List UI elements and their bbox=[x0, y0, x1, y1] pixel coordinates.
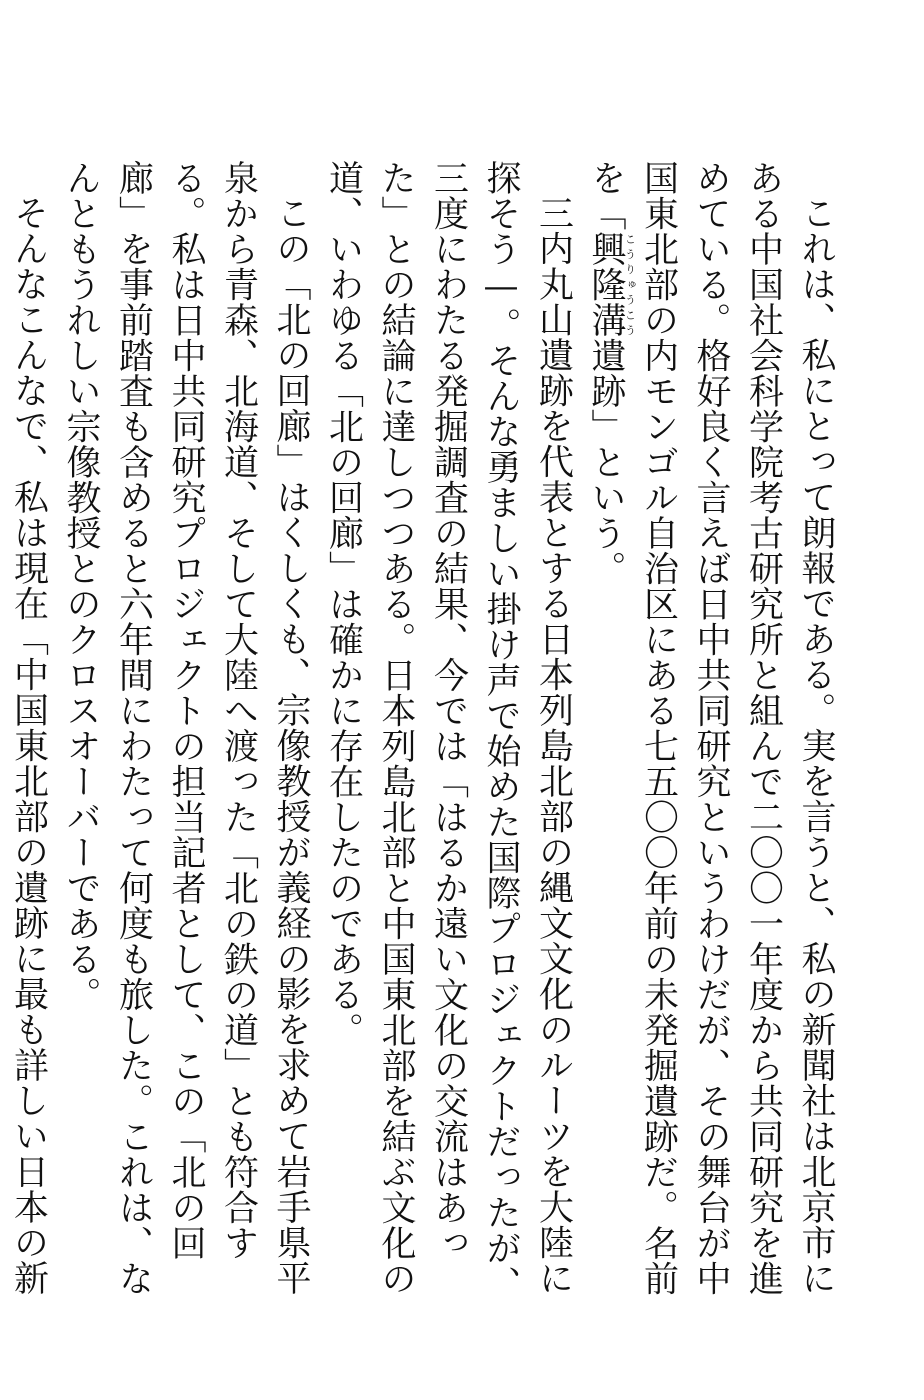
paragraph-1-text-before: これは、私にとって朗報である。実を言うと、私の新聞社は北京市にある中国社会科学院考古研究所と組んで二〇〇一年度から共同研究を進めている。格好良く言えば日中共同研究というわけだが、その舞台が中国東北部の内モンゴル自治区にある七五〇〇年前の未発掘遺跡だ。名前を「 bbox=[586, 160, 836, 1296]
paragraph-4: そんなこんなで、私は現在「中国東北部の遺跡に最も詳しい日本の新 bbox=[8, 195, 49, 1296]
vertical-text-body bbox=[0, 160, 842, 1310]
paragraph-3: この「北の回廊」はくしくも、宗像教授が義経の影を求めて岩手県平泉から青森、北海道、そして大陸へ渡った「北の鉄の道」とも符合する。私は日中共同研究プロジェクトの担当記者として、この「北の回廊」を事前踏査も含めると六年間にわたって何度も旅した。これは、なんともうれしい宗像教授とのクロスオーバーである。 bbox=[61, 160, 311, 1296]
ruby-reading: こうりゅうこう bbox=[623, 231, 637, 338]
paragraph-2: 三内丸山遺跡を代表とする日本列島北部の縄文文化のルーツを大陸に探そう—。そんな勇ましい掛け声で始めた国際プロジェクトだったが、三度にわたる発掘調査の結果、今では「はるか遠い文化の交流はあった」との結論に達しつつある。日本列島北部と中国東北部を結ぶ文化の道、いわゆる「北の回廊」は確かに存在したのである。 bbox=[323, 160, 574, 1301]
ruby-base: 興隆溝 bbox=[586, 231, 626, 338]
paragraph-1 bbox=[580, 160, 843, 1310]
ruby-site-name bbox=[586, 231, 637, 338]
paragraph-1-text-after: 遺跡」という。 bbox=[586, 337, 626, 586]
